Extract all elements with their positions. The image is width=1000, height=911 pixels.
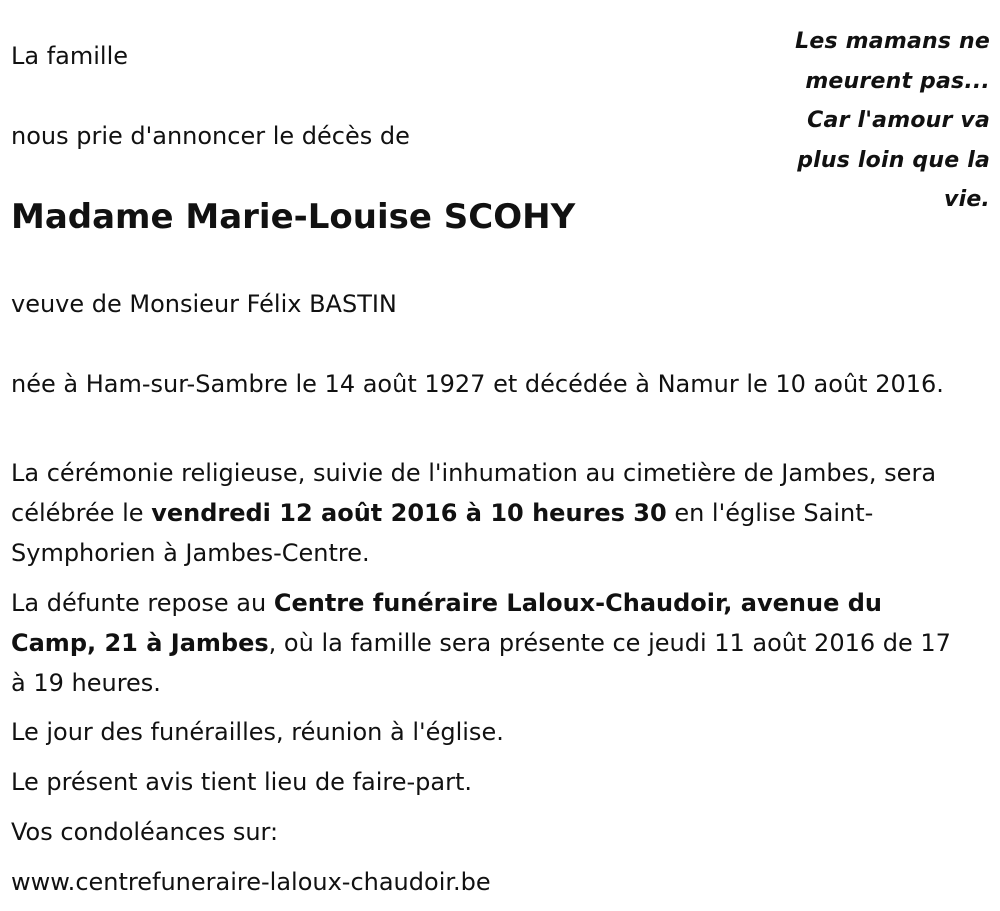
rest-paragraph <box>11 583 971 703</box>
condolences-label: Vos condoléances sur: <box>11 818 279 846</box>
epitaph-quote <box>760 22 990 220</box>
funeral-home-address: Centre funéraire Laloux-Chaudoir, avenue du Camp, 21 à Jambes <box>11 589 882 657</box>
family-line: La famille <box>11 42 129 70</box>
quote-line: plus loin que la <box>797 147 990 173</box>
rest-text-before: La défunte repose au <box>11 589 274 617</box>
ceremony-paragraph <box>11 453 971 573</box>
quote-line: Les mamans ne <box>795 29 990 54</box>
birth-death-paragraph: née à Ham-sur-Sambre le 14 août 1927 et décédée à Namur le 10 août 2016. <box>11 370 944 398</box>
deceased-name: Madame Marie-Louise SCOHY <box>11 197 576 237</box>
quote-line: vie. <box>944 187 990 212</box>
quote-line: meurent pas... <box>805 68 990 94</box>
widow-line: veuve de Monsieur Félix BASTIN <box>11 290 397 318</box>
ceremony-text-before: La cérémonie religieuse, suivie de l'inhumation au cimetière de Jambes, sera célébrée le <box>11 459 937 527</box>
notice-line: Le présent avis tient lieu de faire-part. <box>11 768 473 796</box>
announce-line: nous prie d'annoncer le décès de <box>11 122 410 150</box>
ceremony-date: vendredi 12 août 2016 à 10 heures 30 <box>151 499 667 527</box>
ceremony-text-after: en l'église Saint-Symphorien à Jambes-Centre. <box>11 499 874 567</box>
website-link[interactable]: www.centrefuneraire-laloux-chaudoir.be <box>11 868 491 896</box>
quote-line: Car l'amour va <box>807 108 990 133</box>
rest-text-after: , où la famille sera présente ce jeudi 11 août 2016 de 17 à 19 heures. <box>11 629 951 697</box>
funeral-day-line: Le jour des funérailles, réunion à l'église. <box>11 718 504 746</box>
